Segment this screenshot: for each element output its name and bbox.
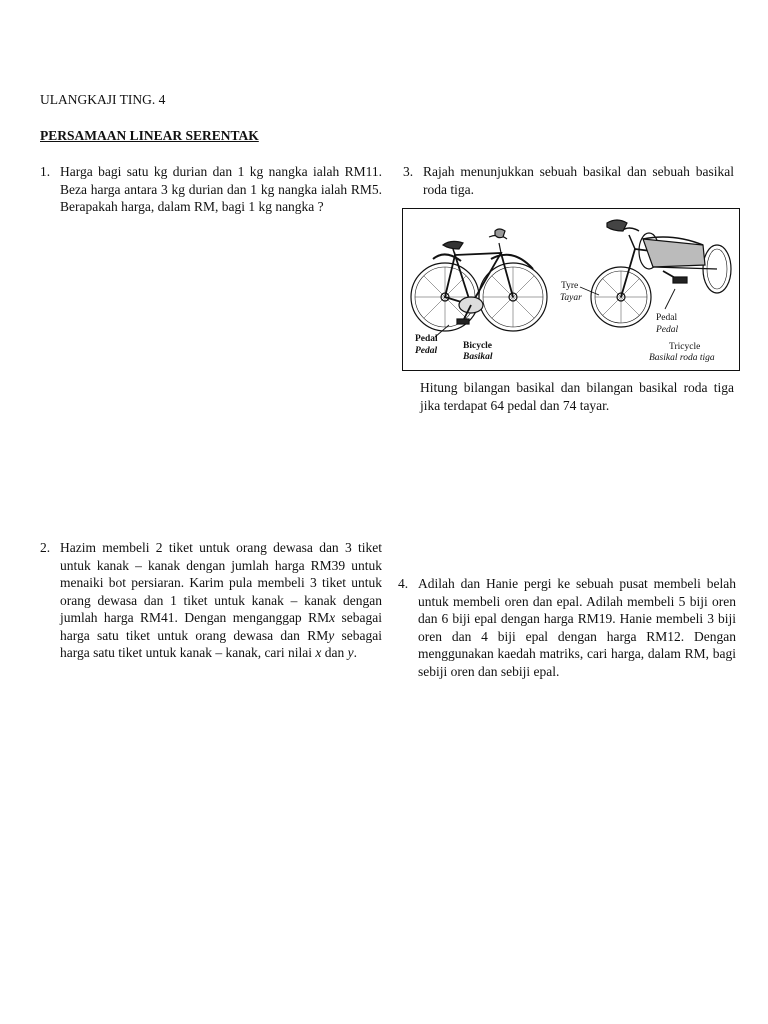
pedal-label-malay: Pedal	[415, 346, 438, 356]
question-number: 2.	[40, 540, 51, 555]
tricycle-illustration	[591, 220, 731, 327]
question-text: Harga bagi satu kg durian dan 1 kg nangka ialah RM11. Beza harga antara 3 kg durian dan 1 kg nangka ialah RM5. Berapakah harga, dalam RM, bagi 1 kg nangka ?	[60, 164, 382, 214]
tricycle-label-malay: Basikal roda tiga	[649, 353, 715, 363]
tyre-label: Tyre	[561, 281, 579, 291]
worksheet-title: ULANGKAJI TING. 4	[40, 92, 166, 107]
bicycle-illustration	[411, 229, 547, 331]
text-segment: .	[353, 645, 358, 660]
variable-y: y	[347, 645, 354, 660]
text-segment: Hazim membeli 2 tiket untuk orang dewasa dan 3 tiket untuk kanak – kanak dengan jumlah harga RM39 untuk menaiki bot persiaran. Karim pula membeli 3 tiket untuk orang dewasa dan 1 tiket untuk kanak – kanak dengan jumlah harga RM41. Dengan menganggap RM	[60, 540, 382, 625]
question-text	[60, 539, 382, 662]
question-text: Rajah menunjukkan sebuah basikal dan sebuah basikal roda tiga.	[423, 164, 734, 197]
bicycle-label: Bicycle	[463, 341, 493, 351]
tyre-leader-line	[580, 287, 599, 295]
question-3	[403, 163, 734, 198]
pedal-label: Pedal	[415, 334, 438, 344]
variable-x: x	[315, 645, 322, 660]
variable-x: x	[329, 610, 336, 625]
section-heading: PERSAMAAN LINEAR SERENTAK	[40, 128, 259, 143]
question-3-followup: Hitung bilangan basikal dan bilangan basikal roda tiga jika terdapat 64 pedal dan 74 tayar.	[420, 380, 734, 413]
question-number: 3.	[403, 164, 414, 179]
pedal2-label-malay: Pedal	[656, 325, 679, 335]
tyre-label-malay: Tayar	[560, 293, 582, 303]
variable-y: y	[328, 627, 335, 643]
bicycle-label-malay: Basikal	[463, 352, 493, 362]
question-number: 1.	[40, 164, 51, 179]
question-2	[40, 539, 382, 662]
text-segment: sebagai harga satu tiket untuk kanak – kanak, cari nilai	[60, 627, 382, 660]
question-number: 4.	[398, 576, 409, 591]
question-1	[40, 163, 382, 216]
question-4	[398, 575, 736, 680]
question-text: Adilah dan Hanie pergi ke sebuah pusat membeli belah untuk membeli oren dan epal. Adilah membeli 5 biji oren dan 6 biji epal dengan harga RM19. Hanie membeli 3 biji oren dan 4 biji epal dengan harga RM12. Dengan menggunakan kaedah matriks, cari harga, dalam RM, bagi sebiji oren dan sebiji epal.	[418, 576, 736, 679]
bicycle-tricycle-figure	[402, 208, 740, 371]
text-segment: dan	[321, 645, 348, 660]
pedal2-label: Pedal	[656, 313, 678, 323]
text-segment: sebagai harga satu tiket untuk orang dewasa dan RM	[60, 610, 382, 643]
tricycle-label: Tricycle	[669, 342, 701, 352]
pedal2-leader-line	[665, 289, 675, 309]
